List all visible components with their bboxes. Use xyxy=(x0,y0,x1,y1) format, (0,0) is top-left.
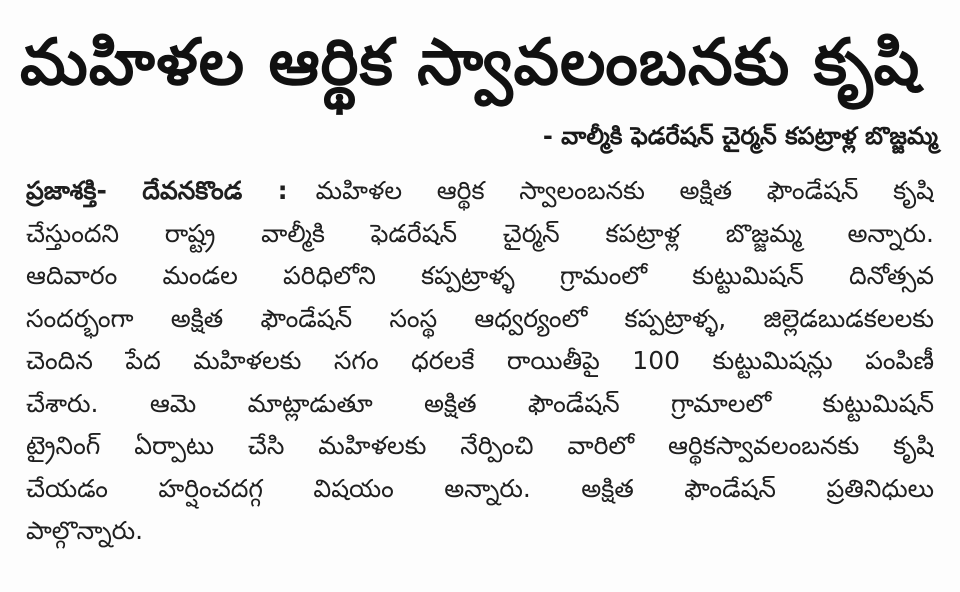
body-line-4: సందర్భంగా అక్షిత ఫౌండేషన్ సంస్థ ఆధ్వర్యంలో కప్పట్రాళ్ళ, జిల్లెడబుడకలలకు xyxy=(26,303,934,333)
byline: - వాల్మీకి ఫెడరేషన్ చైర్మన్ కపట్రాళ్ల బొజ్జమ్మ xyxy=(542,122,938,150)
headline: మహిళల ఆర్థిక స్వావలంబనకు కృషి xyxy=(20,26,921,100)
body-line-8: చేయడం హర్షించదగ్గ విషయం అన్నారు. అక్షిత ఫౌండేషన్ ప్రతినిధులు xyxy=(26,473,934,503)
body-line-3: ఆదివారం మండల పరిధిలోని కప్పట్రాళ్ళ గ్రామంలో కుట్టుమిషన్ దినోత్సవ xyxy=(26,261,934,290)
body-line-5: చెందిన పేద మహిళలకు సగం ధరలకే రాయితీపై 100 కుట్టుమిషన్లు పంపిణీ xyxy=(26,346,934,375)
body-line-1 xyxy=(26,170,934,213)
dateline: ప్రజాశక్తి- దేవనకొండ : xyxy=(26,176,288,205)
body-line-7: ట్రైనింగ్ ఏర్పాటు చేసి మహిళలకు నేర్పించి వారిలో ఆర్థికస్వావలంబనకు కృషి xyxy=(26,431,934,460)
body-line-2: చేస్తుందని రాష్ట్ర వాల్మీకి ఫెడరేషన్ చైర్మన్ కపట్రాళ్ల బొజ్జమ్మ అన్నారు. xyxy=(26,218,934,248)
body-line-9: పాల్గొన్నారు. xyxy=(26,516,144,545)
body-line-1-text: మహిళల ఆర్థిక స్వాలంబనకు అక్షిత ఫౌండేషన్ కృషి xyxy=(315,176,934,205)
body-line-6: చేశారు. ఆమె మాట్లాడుతూ అక్షిత ఫౌండేషన్ గ్రామాలలో కుట్టుమిషన్ xyxy=(26,388,934,418)
article-body xyxy=(26,170,934,553)
